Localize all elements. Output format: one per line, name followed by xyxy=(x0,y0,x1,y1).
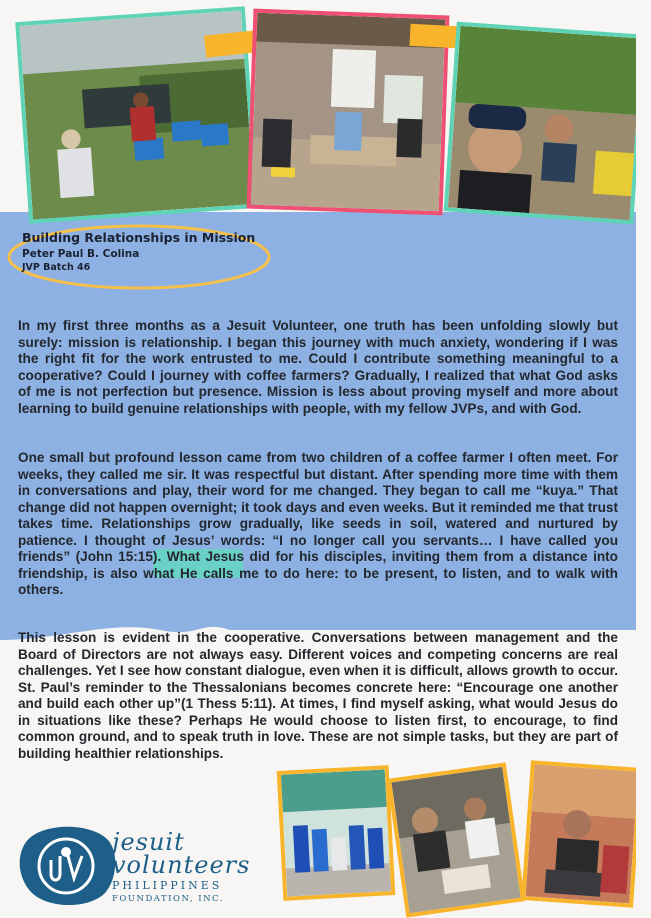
group-photo xyxy=(277,765,396,901)
paragraph-2: One small but profound lesson came from two children of a coffee farmer I often meet. For weeks, they called me sir. It was respectful but distant. After spending more time with them in conversations and play, their word for me changed. They began to call me “kuya.” That change did not happen overnight; it took days and even weeks. But it reminded me that trust takes time. Relationships grow gradually, like seeds in soil, watered and nurtured by patience. I thought of Jesus’ words: “I no longer call you servants… I have called you friends” (John 15:15). What Jesus did for his disciples, inviting them from a distance into friendship, is also what He calls me to do here: to be present, to listen, and to walk with others. xyxy=(18,450,618,597)
logo-text-foundation: FOUNDATION, INC. xyxy=(112,894,224,904)
article-author: Peter Paul B. Colina xyxy=(22,248,140,260)
laptop-photo xyxy=(521,760,642,907)
logo-text-philippines: PHILIPPINES xyxy=(112,879,223,892)
article-title: Building Relationships in Mission xyxy=(22,230,256,245)
article-batch: JVP Batch 46 xyxy=(22,262,91,273)
logo-text-volunteers: volunteers xyxy=(112,851,251,879)
article-header xyxy=(22,230,255,273)
page-edge xyxy=(636,0,651,915)
workshop-photo xyxy=(387,762,525,917)
paragraph-1: In my first three months as a Jesuit Volunteer, one truth has been unfolding slowly but surely: mission is relationship. I began this journey with much anxiety, wondering if I was the right fit for the work entrusted to me. Could I contribute something meaningful to a cooperative? Could I journey with coffee farmers? Gradually, I realized that what God asks of me is not perfection but presence. Mission is less about proving myself and more about learning to build genuine relationships with people, with my fellow JVPs, and with God. xyxy=(18,318,618,416)
road-selfie-photo xyxy=(444,22,647,225)
logo-text-jesuit: jesuit xyxy=(112,828,185,856)
paragraph-3: This lesson is evident in the cooperative. Conversations between management and the Board of Directors are not always easy. Different voices and competing concerns are real challenges. Yet I see how constant dialogue, even when it is difficult, allows growth to occur. St. Paul’s reminder to the Thessalonians becomes concrete here: “Encourage one another and build each other up”(1 Thess 5:11). At times, I find myself asking, what would Jesus do in situations like these? Perhaps He would choose to listen first, to encourage, to find common ground, and to speak truth in love. These are not simple tasks, but they are part of building healthier relationships. xyxy=(18,630,618,761)
